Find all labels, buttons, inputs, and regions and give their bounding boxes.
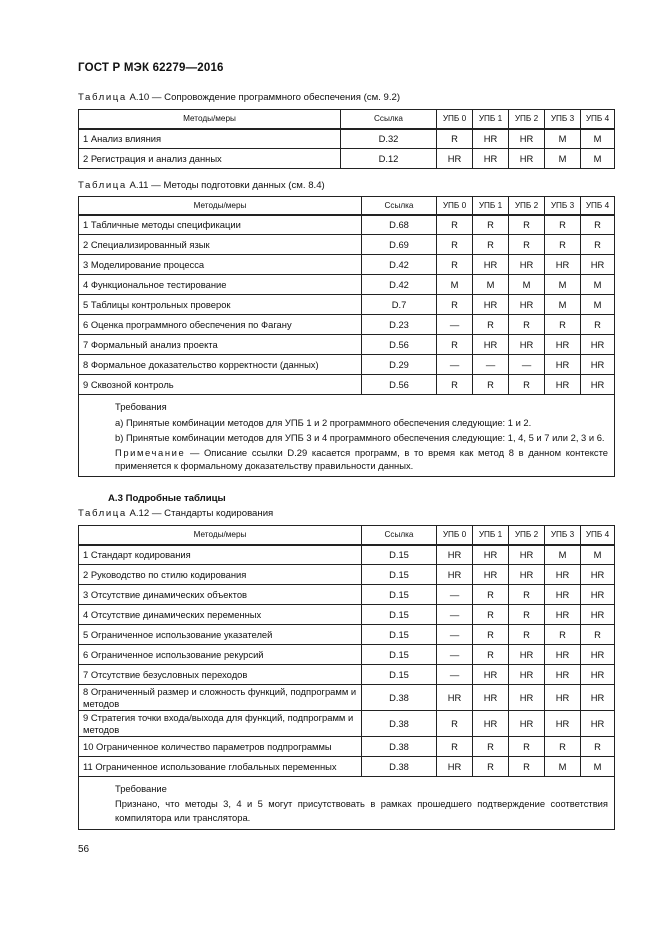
level-cell: HR	[509, 685, 545, 711]
level-cell: HR	[581, 711, 615, 737]
method-cell: 1 Стандарт кодирования	[79, 545, 362, 565]
reference-cell: D.15	[362, 665, 437, 685]
level-cell: HR	[473, 335, 509, 355]
level-cell: HR	[581, 565, 615, 585]
table-row	[79, 757, 615, 777]
level-cell: —	[437, 645, 473, 665]
level-cell: HR	[437, 149, 473, 169]
method-cell: 7 Отсутствие безусловных переходов	[79, 665, 362, 685]
table-row	[79, 685, 615, 711]
requirement-text: Признано, что методы 3, 4 и 5 могут присутствовать в рамках прошедшего подтверждение соответствия компилятора или транслятора.	[115, 797, 608, 823]
level-cell: R	[545, 625, 581, 645]
column-header: УПБ 3	[545, 526, 581, 545]
table-row	[79, 335, 615, 355]
level-cell: HR	[545, 335, 581, 355]
method-cell: 8 Ограниченный размер и сложность функций, подпрограмм и методов	[79, 685, 362, 711]
table-a12	[78, 525, 615, 830]
level-cell: HR	[545, 355, 581, 375]
level-cell: HR	[437, 545, 473, 565]
level-cell: R	[509, 585, 545, 605]
level-cell: R	[473, 605, 509, 625]
level-cell: R	[581, 235, 615, 255]
level-cell: HR	[581, 585, 615, 605]
level-cell: R	[473, 315, 509, 335]
level-cell: R	[473, 585, 509, 605]
level-cell: —	[437, 585, 473, 605]
level-cell: R	[545, 315, 581, 335]
column-header: Ссылка	[341, 110, 437, 129]
level-cell: M	[581, 757, 615, 777]
level-cell: R	[473, 625, 509, 645]
level-cell: HR	[473, 545, 509, 565]
level-cell: HR	[581, 335, 615, 355]
column-header: Методы/меры	[79, 526, 362, 545]
level-cell: HR	[509, 295, 545, 315]
column-header: УПБ 4	[581, 197, 615, 215]
level-cell: HR	[545, 645, 581, 665]
level-cell: HR	[509, 255, 545, 275]
level-cell: HR	[581, 255, 615, 275]
reference-cell: D.56	[362, 375, 437, 395]
method-cell: 5 Ограниченное использование указателей	[79, 625, 362, 645]
level-cell: HR	[473, 665, 509, 685]
method-cell: 6 Оценка программного обеспечения по Фагану	[79, 315, 362, 335]
level-cell: R	[437, 711, 473, 737]
document-header: ГОСТ Р МЭК 62279—2016	[78, 62, 224, 74]
method-cell: 9 Сквозной контроль	[79, 375, 362, 395]
table-a10	[78, 109, 615, 169]
reference-cell: D.38	[362, 711, 437, 737]
level-cell: HR	[545, 605, 581, 625]
level-cell: M	[473, 275, 509, 295]
level-cell: R	[473, 757, 509, 777]
level-cell: M	[545, 295, 581, 315]
reference-cell: D.23	[362, 315, 437, 335]
note-text: Примечание — Описание ссылки D.29 касается программ, в то время как метод 8 в данном контексте применяется к формальному доказательству правильности данных.	[115, 446, 608, 471]
table-body	[79, 129, 615, 169]
table-row	[79, 255, 615, 275]
level-cell: M	[581, 545, 615, 565]
level-cell: HR	[581, 355, 615, 375]
level-cell: R	[581, 315, 615, 335]
section-title: А.3 Подробные таблицы	[108, 493, 226, 504]
method-cell: 9 Стратегия точки входа/выхода для функций, подпрограмм и методов	[79, 711, 362, 737]
level-cell: R	[545, 737, 581, 757]
column-header: УПБ 3	[545, 110, 581, 129]
level-cell: HR	[473, 685, 509, 711]
level-cell: HR	[473, 129, 509, 149]
level-cell: R	[437, 215, 473, 235]
level-cell: HR	[509, 335, 545, 355]
column-header: УПБ 1	[473, 110, 509, 129]
method-cell: 3 Моделирование процесса	[79, 255, 362, 275]
level-cell: R	[509, 625, 545, 645]
method-cell: 2 Руководство по стилю кодирования	[79, 565, 362, 585]
method-cell: 11 Ограниченное использование глобальных переменных	[79, 757, 362, 777]
level-cell: R	[437, 255, 473, 275]
table-row	[79, 565, 615, 585]
method-cell: 2 Специализированный язык	[79, 235, 362, 255]
column-header: УПБ 2	[509, 110, 545, 129]
level-cell: R	[545, 235, 581, 255]
level-cell: HR	[509, 565, 545, 585]
table-row	[79, 315, 615, 335]
method-cell: 4 Функциональное тестирование	[79, 275, 362, 295]
table-body	[79, 215, 615, 395]
level-cell: R	[509, 605, 545, 625]
reference-cell: D.42	[362, 275, 437, 295]
method-cell: 6 Ограниченное использование рекурсий	[79, 645, 362, 665]
method-cell: 1 Анализ влияния	[79, 129, 341, 149]
level-cell: M	[545, 275, 581, 295]
reference-cell: D.42	[362, 255, 437, 275]
table-row	[79, 355, 615, 375]
level-cell: HR	[545, 665, 581, 685]
level-cell: M	[581, 129, 615, 149]
table-row	[79, 295, 615, 315]
level-cell: —	[473, 355, 509, 375]
level-cell: M	[545, 129, 581, 149]
level-cell: M	[581, 275, 615, 295]
level-cell: HR	[473, 149, 509, 169]
column-header: УПБ 0	[437, 526, 473, 545]
table-note	[79, 777, 615, 830]
level-cell: HR	[581, 685, 615, 711]
reference-cell: D.15	[362, 585, 437, 605]
reference-cell: D.56	[362, 335, 437, 355]
reference-cell: D.15	[362, 645, 437, 665]
reference-cell: D.29	[362, 355, 437, 375]
column-header: УПБ 4	[581, 526, 615, 545]
table-body	[79, 545, 615, 777]
table-row	[79, 711, 615, 737]
level-cell: HR	[437, 685, 473, 711]
requirements-title: Требования	[115, 401, 167, 412]
level-cell: M	[437, 275, 473, 295]
level-cell: R	[545, 215, 581, 235]
table-row	[79, 645, 615, 665]
table-row	[79, 605, 615, 625]
level-cell: —	[437, 665, 473, 685]
level-cell: HR	[581, 665, 615, 685]
level-cell: HR	[581, 645, 615, 665]
level-cell: R	[509, 215, 545, 235]
level-cell: R	[509, 315, 545, 335]
level-cell: HR	[509, 711, 545, 737]
level-cell: M	[581, 149, 615, 169]
reference-cell: D.68	[362, 215, 437, 235]
level-cell: HR	[473, 711, 509, 737]
level-cell: R	[581, 215, 615, 235]
level-cell: R	[473, 737, 509, 757]
table-row	[79, 235, 615, 255]
level-cell: HR	[545, 585, 581, 605]
level-cell: HR	[437, 565, 473, 585]
column-header: Ссылка	[362, 197, 437, 215]
table-row	[79, 129, 615, 149]
column-header: УПБ 2	[509, 197, 545, 215]
reference-cell: D.15	[362, 625, 437, 645]
table-row	[79, 215, 615, 235]
level-cell: HR	[437, 757, 473, 777]
level-cell: R	[437, 129, 473, 149]
level-cell: —	[437, 605, 473, 625]
level-cell: R	[509, 375, 545, 395]
page-number: 56	[78, 844, 90, 855]
column-header: УПБ 1	[473, 526, 509, 545]
level-cell: M	[545, 757, 581, 777]
level-cell: —	[437, 625, 473, 645]
level-cell: R	[509, 235, 545, 255]
reference-cell: D.69	[362, 235, 437, 255]
level-cell: R	[581, 737, 615, 757]
level-cell: R	[581, 625, 615, 645]
level-cell: HR	[509, 645, 545, 665]
reference-cell: D.38	[362, 737, 437, 757]
table-row	[79, 275, 615, 295]
level-cell: HR	[509, 129, 545, 149]
level-cell: HR	[581, 375, 615, 395]
table-header-row	[79, 110, 615, 129]
method-cell: 4 Отсутствие динамических переменных	[79, 605, 362, 625]
level-cell: R	[473, 235, 509, 255]
level-cell: —	[509, 355, 545, 375]
level-cell: R	[473, 645, 509, 665]
level-cell: R	[437, 295, 473, 315]
level-cell: M	[545, 149, 581, 169]
level-cell: HR	[473, 255, 509, 275]
level-cell: R	[473, 215, 509, 235]
level-cell: R	[437, 335, 473, 355]
level-cell: HR	[509, 149, 545, 169]
method-cell: 1 Табличные методы спецификации	[79, 215, 362, 235]
level-cell: HR	[473, 565, 509, 585]
method-cell: 3 Отсутствие динамических объектов	[79, 585, 362, 605]
method-cell: 10 Ограниченное количество параметров подпрограммы	[79, 737, 362, 757]
level-cell: R	[437, 235, 473, 255]
column-header: Методы/меры	[79, 110, 341, 129]
level-cell: HR	[581, 605, 615, 625]
level-cell: —	[437, 315, 473, 335]
table-caption-a11: Таблица А.11 — Методы подготовки данных (см. 8.4)	[78, 180, 325, 191]
level-cell: R	[509, 737, 545, 757]
method-cell: 2 Регистрация и анализ данных	[79, 149, 341, 169]
column-header: УПБ 0	[437, 110, 473, 129]
level-cell: M	[581, 295, 615, 315]
table-row	[79, 149, 615, 169]
requirement-title: Требование	[115, 783, 167, 794]
table-row	[79, 585, 615, 605]
column-header: Ссылка	[362, 526, 437, 545]
table-row	[79, 375, 615, 395]
level-cell: HR	[545, 685, 581, 711]
reference-cell: D.15	[362, 565, 437, 585]
column-header: УПБ 4	[581, 110, 615, 129]
column-header: Методы/меры	[79, 197, 362, 215]
level-cell: HR	[545, 711, 581, 737]
level-cell: HR	[545, 255, 581, 275]
reference-cell: D.15	[362, 545, 437, 565]
level-cell: R	[437, 375, 473, 395]
method-cell: 7 Формальный анализ проекта	[79, 335, 362, 355]
reference-cell: D.38	[362, 757, 437, 777]
column-header: УПБ 0	[437, 197, 473, 215]
reference-cell: D.32	[341, 129, 437, 149]
reference-cell: D.7	[362, 295, 437, 315]
level-cell: HR	[545, 375, 581, 395]
method-cell: 8 Формальное доказательство корректности (данных)	[79, 355, 362, 375]
level-cell: R	[509, 757, 545, 777]
level-cell: M	[545, 545, 581, 565]
table-row	[79, 665, 615, 685]
table-row	[79, 625, 615, 645]
table-caption-a12: Таблица А.12 — Стандарты кодирования	[78, 508, 274, 519]
table-row	[79, 737, 615, 757]
column-header: УПБ 1	[473, 197, 509, 215]
table-row	[79, 545, 615, 565]
level-cell: —	[437, 355, 473, 375]
level-cell: HR	[473, 295, 509, 315]
reference-cell: D.12	[341, 149, 437, 169]
column-header: УПБ 3	[545, 197, 581, 215]
table-header-row	[79, 526, 615, 545]
level-cell: R	[437, 737, 473, 757]
requirement-b: b) Принятые комбинации методов для УПБ 3 и 4 программного обеспечения следующие: 1, 4, 5 и 7 или 2, 3 и 6.	[115, 432, 605, 443]
table-caption-a10: Таблица А.10 — Сопровождение программного обеспечения (см. 9.2)	[78, 92, 401, 103]
method-cell: 5 Таблицы контрольных проверок	[79, 295, 362, 315]
level-cell: M	[509, 275, 545, 295]
requirement-a: а) Принятые комбинации методов для УПБ 1 и 2 программного обеспечения следующие: 1 и 2.	[115, 416, 532, 428]
reference-cell: D.38	[362, 685, 437, 711]
column-header: УПБ 2	[509, 526, 545, 545]
reference-cell: D.15	[362, 605, 437, 625]
level-cell: HR	[545, 565, 581, 585]
table-header-row	[79, 197, 615, 215]
level-cell: R	[473, 375, 509, 395]
level-cell: HR	[509, 545, 545, 565]
table-a11	[78, 196, 615, 477]
level-cell: HR	[509, 665, 545, 685]
table-note	[79, 395, 615, 477]
